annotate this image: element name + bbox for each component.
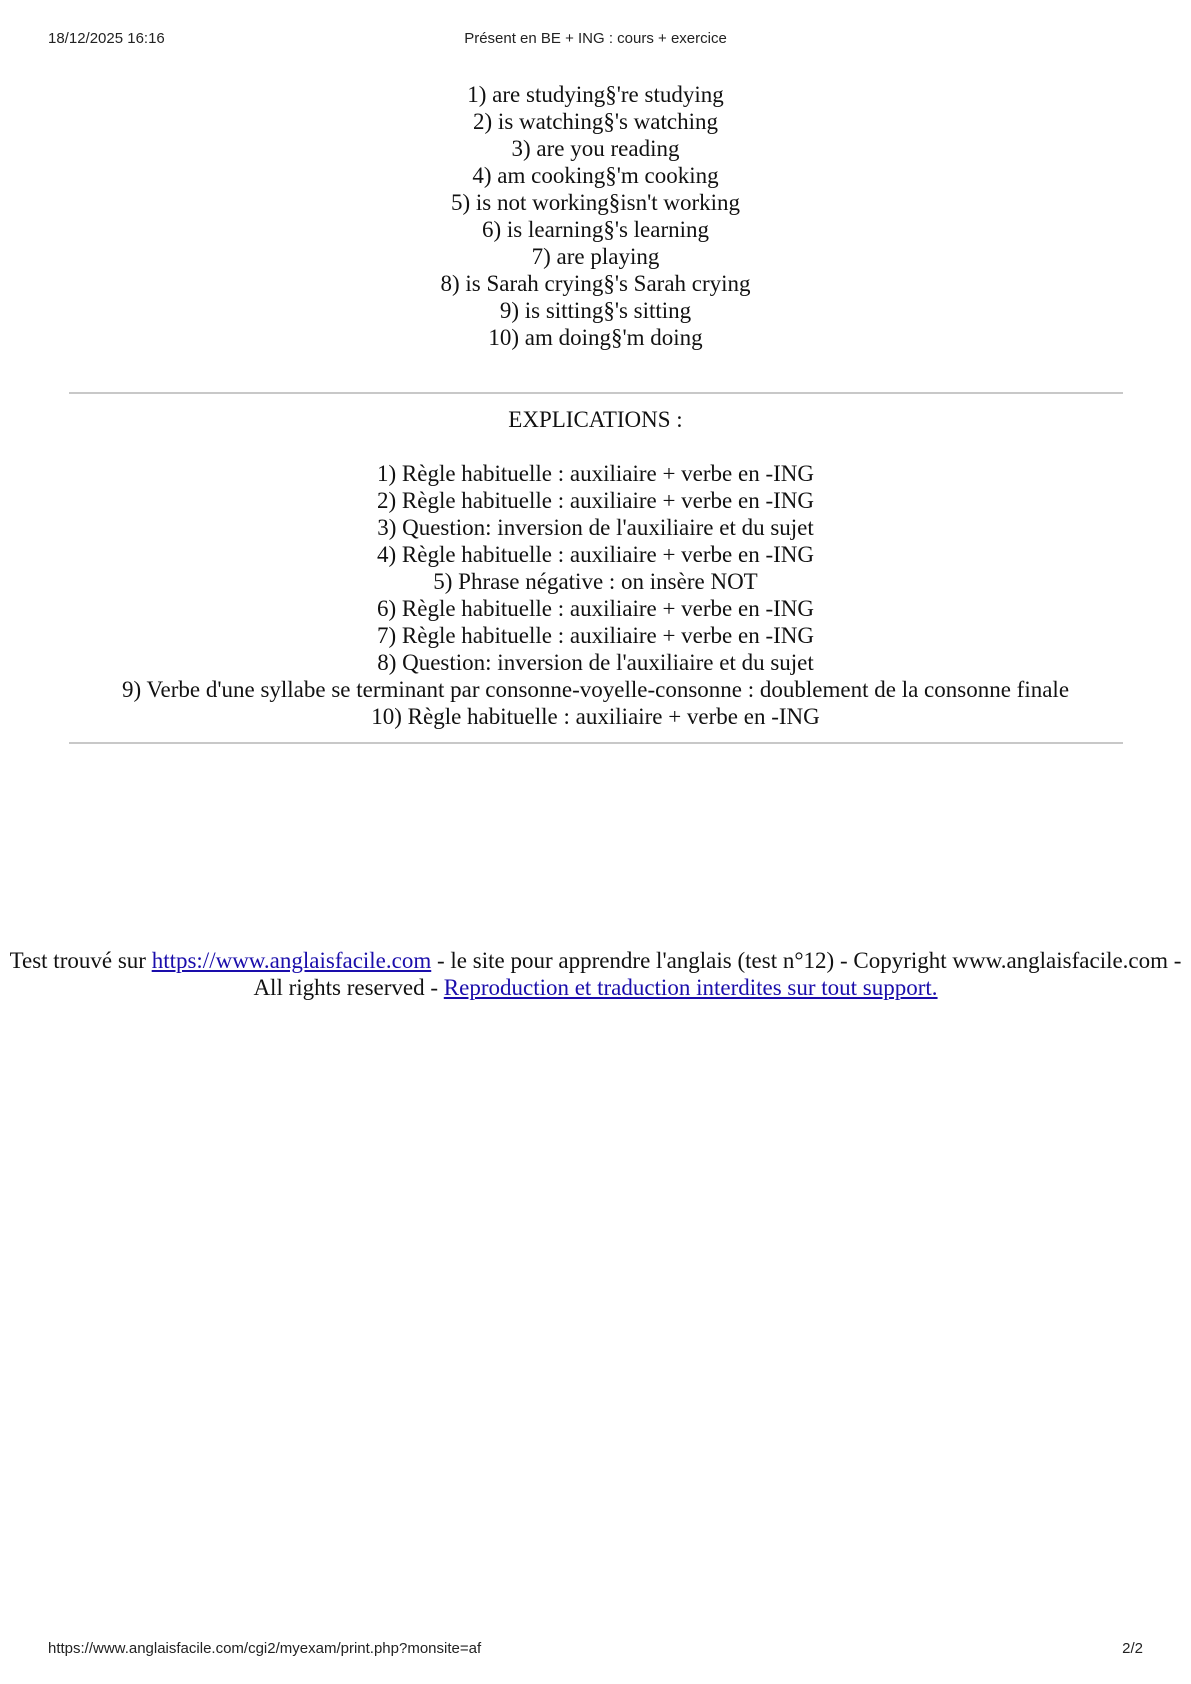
answer-item: 6) is learning§'s learning — [481, 217, 710, 242]
copyright-notice — [0, 947, 1191, 1001]
explication-item: 4) Règle habituelle : auxiliaire + verbe en -ING — [376, 542, 815, 567]
answer-item: 1) are studying§'re studying — [467, 82, 724, 107]
explication-item: 8) Question: inversion de l'auxiliaire et du sujet — [377, 650, 814, 675]
explication-item: 3) Question: inversion de l'auxiliaire et du sujet — [377, 515, 814, 540]
answer-item: 5) is not working§isn't working — [450, 190, 741, 215]
answer-item: 4) am cooking§'m cooking — [472, 163, 719, 188]
print-header-title: Présent en BE + ING : cours + exercice — [464, 30, 727, 47]
divider-bottom — [69, 742, 1123, 744]
footer-prefix: Test trouvé sur — [9, 948, 152, 973]
page-number: 2/2 — [1122, 1640, 1143, 1657]
answers-list — [0, 81, 1191, 351]
print-header-datetime: 18/12/2025 16:16 — [48, 30, 165, 47]
explication-item: 1) Règle habituelle : auxiliaire + verbe en -ING — [376, 461, 815, 486]
print-footer-url: https://www.anglaisfacile.com/cgi2/myexam/print.php?monsite=af — [48, 1640, 482, 1657]
answer-item: 10) am doing§'m doing — [488, 325, 703, 350]
answer-item: 7) are playing — [531, 244, 660, 269]
site-link[interactable]: https://www.anglaisfacile.com — [151, 948, 432, 973]
explications-title: EXPLICATIONS : — [508, 407, 683, 432]
explication-item: 10) Règle habituelle : auxiliaire + verbe en -ING — [371, 704, 820, 729]
explication-item: 5) Phrase négative : on insère NOT — [433, 569, 758, 594]
explications-list — [0, 460, 1191, 730]
explication-item: 9) Verbe d'une syllabe se terminant par consonne-voyelle-consonne : doublement de la consonne finale — [121, 677, 1070, 702]
explication-item: 7) Règle habituelle : auxiliaire + verbe en -ING — [376, 623, 815, 648]
explication-item: 2) Règle habituelle : auxiliaire + verbe en -ING — [376, 488, 815, 513]
footer-middle: - le site pour apprendre l'anglais (test n°12) - Copyright www.anglaisfacile.com - All rights reserved - — [253, 948, 1182, 1000]
explication-item: 6) Règle habituelle : auxiliaire + verbe en -ING — [376, 596, 815, 621]
divider-top — [69, 392, 1123, 394]
answer-item: 8) is Sarah crying§'s Sarah crying — [440, 271, 751, 296]
answer-item: 9) is sitting§'s sitting — [499, 298, 692, 323]
answer-item: 3) are you reading — [511, 136, 680, 161]
reproduction-link[interactable]: Reproduction et traduction interdites sur tout support. — [443, 975, 938, 1000]
answer-item: 2) is watching§'s watching — [473, 109, 718, 134]
